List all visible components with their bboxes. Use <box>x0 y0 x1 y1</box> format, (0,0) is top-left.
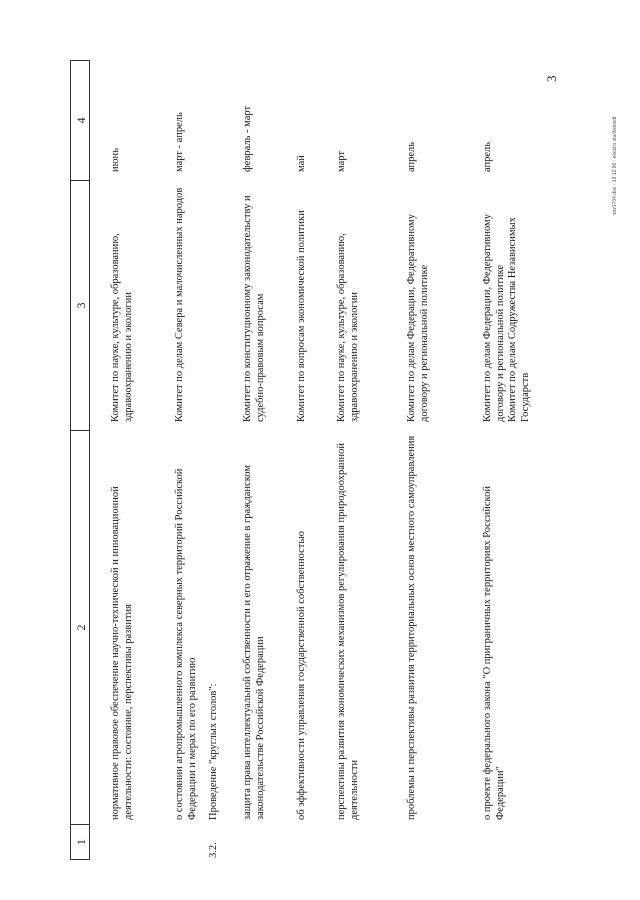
column-header-1: 1 <box>70 824 90 860</box>
date-text: апрель <box>406 141 417 172</box>
event-text: защита права интеллектуальной собственности и его отражение в гражданском законодательстве Российской Федерации <box>242 465 266 820</box>
file-footer: sov1704.doc · 19.12.96 · ekcelin.sta/ilistosdt <box>612 116 618 215</box>
event-text: перспективы развития экономических механизмов регулирования природоохранной деятельности <box>336 442 360 820</box>
committee-text: Комитет по науке, культуре, образованию, здравоохранению и экологии <box>110 233 134 422</box>
committee-text: Комитет по науке, культуре, образованию, здравоохранению и экологии <box>336 233 360 422</box>
column-header-4: 4 <box>70 60 90 180</box>
event-text: нормативное правовое обеспечение научно-технической и инновационной деятельности: состояние, перспективы развития <box>110 486 134 820</box>
committee-text: Комитет по конституционному законодательству и судебно-правовым вопросам <box>242 195 266 422</box>
plan-table <box>70 60 618 860</box>
event-text: об эффективности управления государственной собственностью <box>296 531 307 820</box>
committee-text: Комитет по делам Федерации, Федеративному договору и региональной политике Комитет по делам Содружества Независимых Государств <box>482 214 531 422</box>
date-text: март <box>336 151 347 172</box>
committee-text: Комитет по вопросам экономической политики <box>296 210 307 422</box>
committee-text: Комитет по делам Федерации, Федеративному договору и региональной политике <box>406 214 430 422</box>
row-number: 3.2. <box>208 842 219 858</box>
date-text: март - апрель <box>174 112 185 172</box>
date-text: май <box>296 155 307 172</box>
page-number: 3 <box>544 75 559 82</box>
date-text: февраль - март <box>242 105 253 172</box>
column-header-3: 3 <box>70 180 90 430</box>
date-text: апрель <box>482 141 493 172</box>
event-text: проблемы и перспективы развития территориальных основ местного самоуправления <box>406 435 417 820</box>
column-header-2: 2 <box>70 430 90 824</box>
event-text: о состоянии агропромышленного комплекса северных территорий Российской Федерации и мерах по его развитию <box>174 468 198 820</box>
date-text: июнь <box>110 148 121 172</box>
page-number-area <box>70 32 618 92</box>
committee-text: Комитет по делам Севера и малочисленных народов <box>174 187 185 422</box>
event-text: о проекте федерального закона "О приграничных территориях Российской Федерации" <box>482 486 506 820</box>
event-text: Проведение "круглых столов": <box>208 683 219 820</box>
